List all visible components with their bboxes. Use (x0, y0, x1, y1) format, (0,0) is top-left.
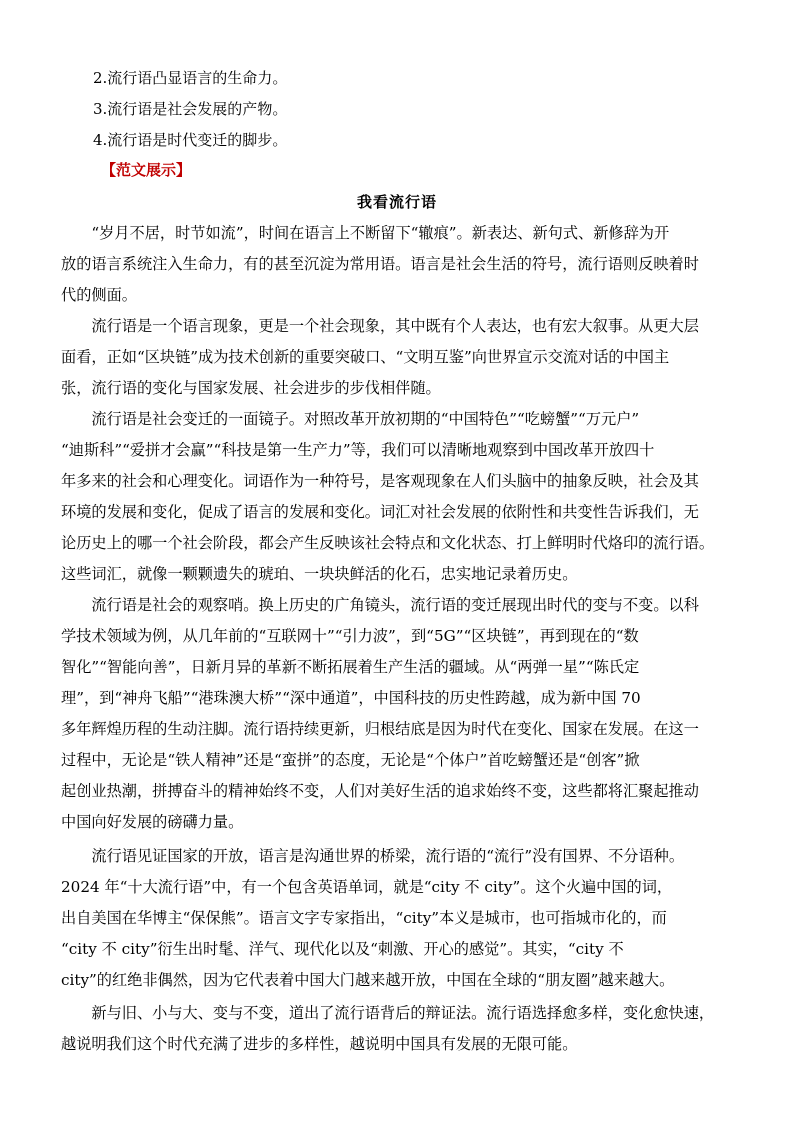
body-line: city”的红绝非偶然，因为它代表着中国大门越来越开放，中国在全球的“朋友圈”越来越大。 (61, 971, 675, 989)
body-line: 过程中，无论是“铁人精神”还是“蛮拼”的态度，无论是“个体户”首吃螃蟹还是“创客”掀 (61, 751, 640, 769)
body-line: 中国向好发展的磅礴力量。 (61, 813, 244, 831)
body-line: 流行语是社会变迁的一面镜子。对照改革开放初期的“中国特色”“吃螃蟹”“万元户” (61, 410, 640, 428)
body-line: 流行语是一个语言现象，更是一个社会现象，其中既有个人表达，也有宏大叙事。从更大层 (61, 317, 699, 335)
body-line: 论历史上的哪一个社会阶段，都会产生反映该社会特点和文化状态、打上鲜明时代烙印的流行语。 (61, 534, 715, 552)
point-4: 4.流行语是时代变迁的脚步。 (93, 131, 288, 149)
body-line: “迪斯科”“爱拼才会赢”“科技是第一生产力”等，我们可以清晰地观察到中国改革开放四十 (61, 441, 655, 459)
body-line: 智化”“智能向善”，日新月异的革新不断拓展着生产生活的疆域。从“两弹一星”“陈氏定 (61, 658, 640, 676)
body-line: 张，流行语的变化与国家发展、社会进步的步伐相伴随。 (61, 379, 441, 397)
body-line: 面看，正如“区块链”成为技术创新的重要突破口、“文明互鉴”向世界宣示交流对话的中国主 (61, 348, 670, 366)
body-line: 年多来的社会和心理变化。词语作为一种符号，是客观现象在人们头脑中的抽象反映，社会及其 (61, 472, 699, 490)
body-line: 这些词汇，就像一颗颗遗失的琥珀、一块块鲜活的化石，忠实地记录着历史。 (61, 565, 578, 583)
body-line: 多年辉煌历程的生动注脚。流行语持续更新，归根结底是因为时代在变化、国家在发展。在这一 (61, 720, 699, 738)
point-3: 3.流行语是社会发展的产物。 (93, 100, 288, 118)
body-line: 放的语言系统注入生命力，有的甚至沉淀为常用语。语言是社会生活的符号，流行语则反映着时 (61, 255, 699, 273)
section-label: 【范文展示】 (101, 161, 192, 179)
body-line: “岁月不居，时节如流”，时间在语言上不断留下“辙痕”。新表达、新句式、新修辞为开 (61, 224, 670, 242)
body-line: 理”，到“神舟飞船”“港珠澳大桥”“深中通道”，中国科技的历史性跨越，成为新中国 70 (61, 689, 641, 707)
body-line: 新与旧、小与大、变与不变，道出了流行语背后的辩证法。流行语选择愈多样，变化愈快速， (61, 1004, 715, 1022)
body-line: 2024 年“十大流行语”中，有一个包含英语单词，就是“city 不 city”。这个火遍中国的词， (61, 878, 673, 896)
body-line: 流行语见证国家的开放，语言是沟通世界的桥梁，流行语的“流行”没有国界、不分语种。 (61, 847, 685, 865)
body-line: 流行语是社会的观察哨。换上历史的广角镜头，流行语的变迁展现出时代的变与不变。以科 (61, 596, 699, 614)
body-line: “city 不 city”衍生出时髦、洋气、现代化以及“刺激、开心的感觉”。其实，“city 不 (61, 940, 624, 958)
body-line: 学技术领域为例，从几年前的“互联网十”“引力波”，到“5G”“区块链”，再到现在的“数 (61, 627, 639, 645)
point-2: 2.流行语凸显语言的生命力。 (93, 69, 288, 87)
body-line: 越说明我们这个时代充满了进步的多样性，越说明中国具有发展的无限可能。 (61, 1035, 578, 1053)
body-line: 出自美国在华博主“保保熊”。语言文字专家指出，“city”本义是城市，也可指城市化的，而 (61, 909, 667, 927)
essay-title: 我看流行语 (356, 193, 437, 211)
body-line: 起创业热潮，拼搏奋斗的精神始终不变，人们对美好生活的追求始终不变，这些都将汇聚起推动 (61, 782, 699, 800)
body-line: 环境的发展和变化，促成了语言的发展和变化。词汇对社会发展的依附性和共变性告诉我们，无 (61, 503, 699, 521)
body-line: 代的侧面。 (61, 286, 137, 304)
